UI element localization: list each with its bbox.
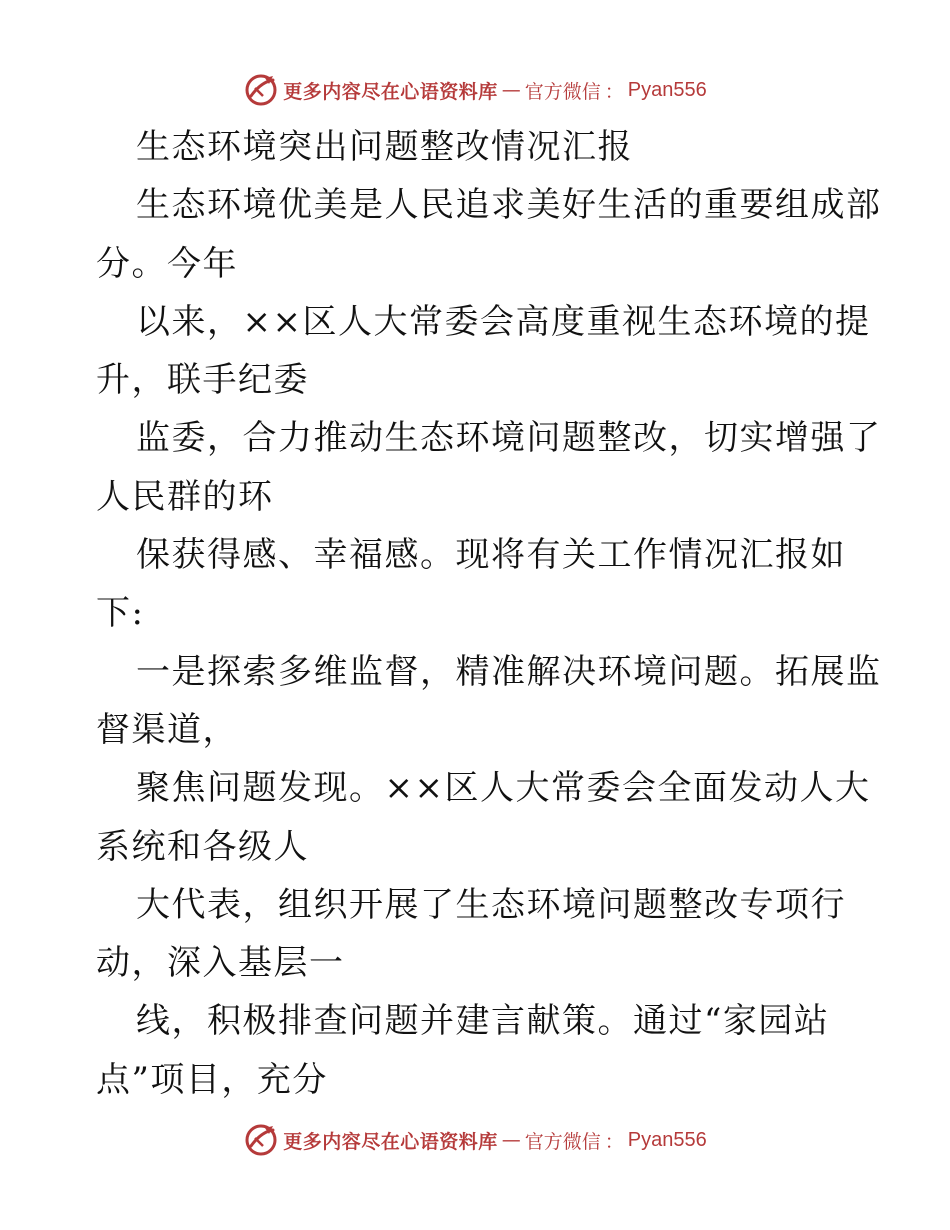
body-line: 督渠道， (96, 709, 238, 750)
footer-separator: — (501, 1129, 521, 1151)
footer-colon: ： (604, 1130, 624, 1153)
footer-wechat-label: 官方微信 (524, 1130, 601, 1153)
book-pen-logo-icon (243, 72, 279, 108)
body-line: 保获得感、幸福感。现将有关工作情况汇报如 (136, 535, 846, 576)
body-line: 下: (96, 593, 145, 634)
body-line: 监委，合力推动生态环境问题整改，切实增强了 (136, 418, 882, 459)
body-line: 一是探索多维监督，精准解决环境问题。拓展监 (136, 651, 882, 692)
body-line: 系统和各级人 (96, 826, 309, 867)
body-line: 生态环境优美是人民追求美好生活的重要组成部 (136, 185, 882, 226)
header-separator: — (501, 79, 521, 101)
body-line: 升，联手纪委 (96, 360, 309, 401)
body-line: 人民群的环 (96, 476, 274, 517)
footer-banner (0, 1120, 950, 1160)
body-line: 大代表，组织开展了生态环境问题整改专项行 (136, 884, 846, 925)
body-line: 点”项目，充分 (96, 1059, 328, 1100)
header-banner-content (243, 72, 707, 108)
footer-site-text: 更多内容尽在心语资料库 (283, 1130, 498, 1153)
document-title: 生态环境突出问题整改情况汇报 (136, 127, 633, 167)
footer-banner-content (243, 1122, 707, 1158)
header-site-text: 更多内容尽在心语资料库 (283, 80, 498, 103)
body-line: 分。今年 (96, 243, 238, 284)
body-line: 聚焦问题发现。××区人大常委会全面发动人大 (136, 768, 871, 809)
header-banner (0, 70, 950, 110)
book-pen-logo-icon (243, 1122, 279, 1158)
footer-wechat-id: Pyan556 (627, 1128, 707, 1151)
body-line: 动，深入基层一 (96, 943, 345, 984)
document-body (96, 118, 882, 1109)
body-line: 线，积极排查问题并建言献策。通过“家园站 (136, 1001, 830, 1042)
header-wechat-label: 官方微信 (524, 80, 601, 103)
header-colon: ： (604, 80, 624, 103)
header-wechat-id: Pyan556 (627, 78, 707, 101)
body-line: 以来，××区人大常委会高度重视生态环境的提 (136, 301, 871, 342)
